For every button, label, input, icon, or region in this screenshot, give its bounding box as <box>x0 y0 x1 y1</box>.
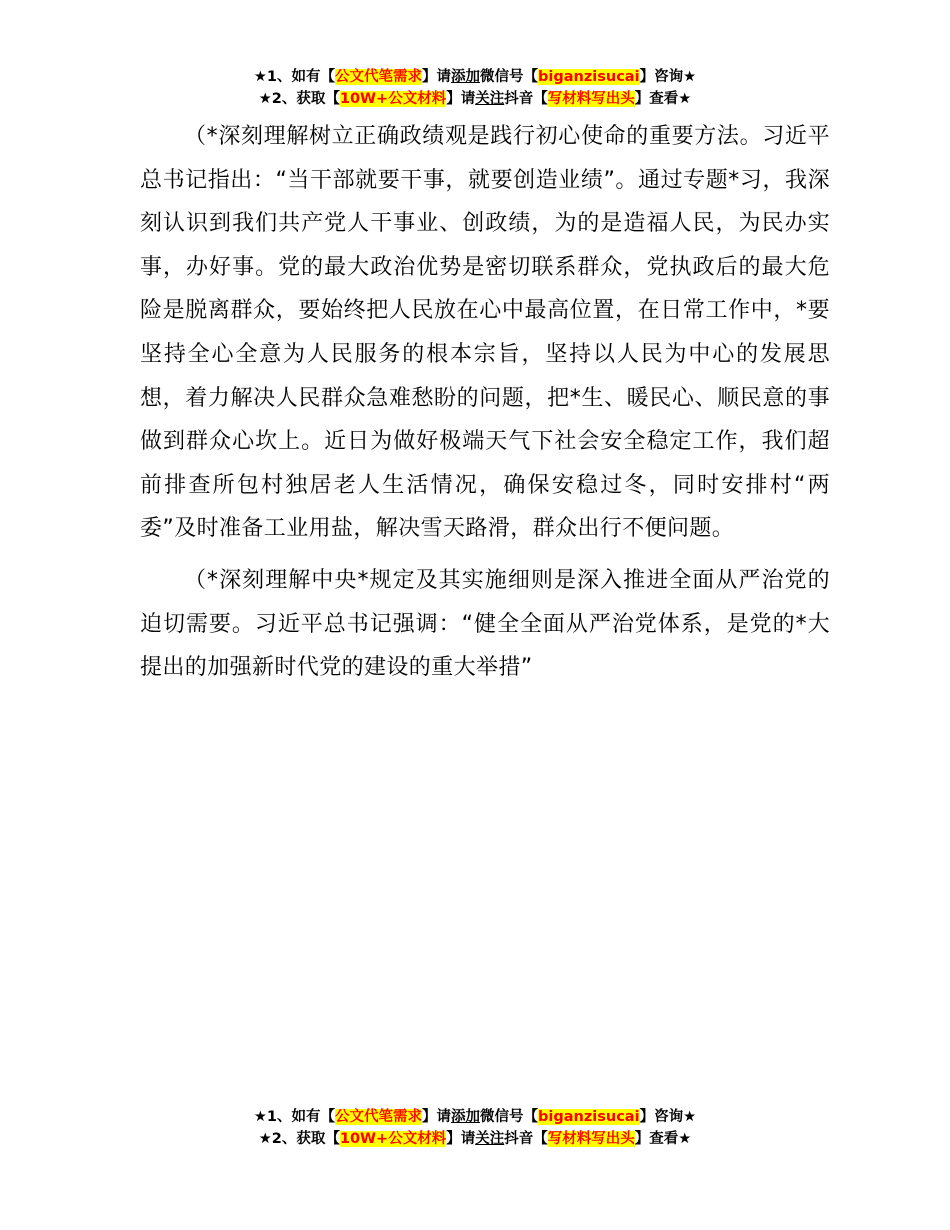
banner-highlight-service: 公文代笔需求 <box>335 69 423 85</box>
banner-highlight-douyin-account: 写材料写出头 <box>547 91 635 107</box>
banner-text: 】查看★ <box>634 1131 692 1147</box>
banner-line-2 <box>0 88 950 110</box>
banner-highlight-materials: 10W+公文材料 <box>339 1131 447 1147</box>
banner-text: ★2、获取【 <box>258 1131 340 1147</box>
banner-highlight-douyin-account: 写材料写出头 <box>547 1131 635 1147</box>
banner-underlined-text: 添加 <box>451 69 481 85</box>
banner-line-2 <box>0 1128 950 1150</box>
banner-text: 微信号【 <box>480 69 539 85</box>
body-paragraph-2: （*深刻理解中央*规定及其实施细则是深入推进全面从严治党的迫切需要。习近平总书记强调：“健全全面从严治党体系，是党的*大提出的加强新时代党的建设的重大举措” <box>140 567 830 681</box>
header-banner <box>0 66 950 110</box>
banner-highlight-wechat-id: biganzisucai <box>538 69 640 85</box>
banner-text: 抖音【 <box>504 91 548 107</box>
banner-text: ★1、如有【 <box>253 69 336 85</box>
banner-highlight-materials: 10W+公文材料 <box>339 91 447 107</box>
body-paragraph-1: （*深刻理解树立正确政绩观是践行初心使命的重要方法。习近平总书记指出：“当干部就要干事，就要创造业绩”。通过专题*习，我深刻认识到我们共产党人干事业、创政绩，为的是造福人民，为民办实事，办好事。党的最大政治优势是密切联系群众，党执政后的最大危险是脱离群众，要始终把人民放在心中最高位置，在日常工作中，*要坚持全心全意为人民服务的根本宗旨，坚持以人民为中心的发展思想，着力解决人民群众急难愁盼的问题，把*生、暖民心、顺民意的事做到群众心坎上。近日为做好极端天气下社会安全稳定工作，我们超前排查所包村独居老人生活情况，确保安稳过冬，同时安排村“两委”及时准备工业用盐，解决雪天路滑，群众出行不便问题。 <box>140 124 830 542</box>
banner-text: 】请 <box>446 1131 476 1147</box>
banner-line-1 <box>0 1106 950 1128</box>
banner-highlight-wechat-id: biganzisucai <box>538 1109 640 1125</box>
banner-underlined-text: 关注 <box>475 91 505 107</box>
banner-line-1 <box>0 66 950 88</box>
banner-text: 】咨询★ <box>639 69 697 85</box>
banner-text: 】查看★ <box>634 91 692 107</box>
banner-text: 微信号【 <box>480 1109 539 1125</box>
banner-text: 抖音【 <box>504 1131 548 1147</box>
banner-text: 】请 <box>446 91 476 107</box>
banner-text: ★2、获取【 <box>258 91 340 107</box>
banner-underlined-text: 添加 <box>451 1109 481 1125</box>
banner-highlight-service: 公文代笔需求 <box>335 1109 423 1125</box>
footer-banner <box>0 1106 950 1150</box>
banner-text: ★1、如有【 <box>253 1109 336 1125</box>
banner-text: 】请 <box>422 69 452 85</box>
document-body <box>140 115 830 690</box>
banner-text: 】咨询★ <box>639 1109 697 1125</box>
banner-underlined-text: 关注 <box>475 1131 505 1147</box>
banner-text: 】请 <box>422 1109 452 1125</box>
